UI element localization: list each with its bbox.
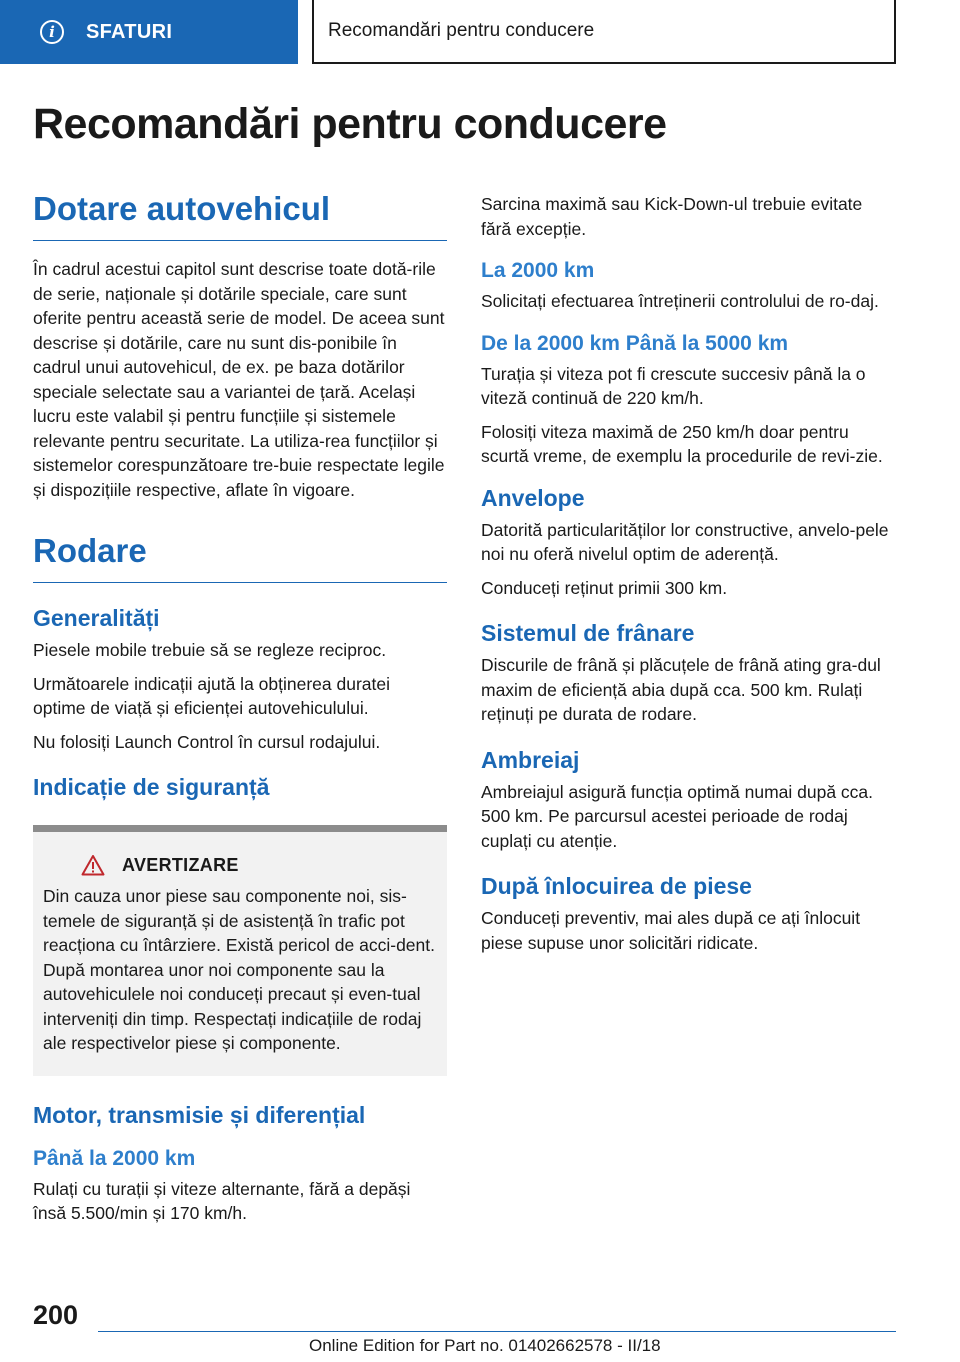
de-la-2000-paragraph-2: Folosiți viteza maximă de 250 km/h doar pentru scurtă vreme, de exemplu la procedurile de revi-zie. xyxy=(481,421,883,466)
heading-pana-2000: Până la 2000 km xyxy=(33,1146,196,1170)
dupa-inlocuire-text: Conduceți preventiv, mai ales după ce ați înlocuit piese supuse unor solicitări ridicate. xyxy=(481,908,861,953)
footer-divider xyxy=(98,1331,896,1332)
generalitati-paragraph-3: Nu folosiți Launch Control în cursul rodajului. xyxy=(33,731,381,752)
dotare-text: În cadrul acestui capitol sunt descrise toate dotă-rile de serie, naționale și dotările speciale, care sunt oferite pentru această serie de model. De aceea sunt descrise și dotările, care nu sunt dis-ponibile în cadrul unui autovehicul, de ex. pe baza dotărilor speciale selectate sau a variantei de țară. Același lucru este valabil și pentru funcțiile și sistemele relevante pentru securitate. La utiliza-rea funcțiilor și sistemelor corespunzătoare tre-buie respectate legile și dispozițiile respective, aflate în vigoare. xyxy=(33,259,445,500)
de-la-2000-paragraph-1: Turația și viteza pot fi crescute succesiv până la o viteză continuă de 220 km/h. xyxy=(481,363,866,408)
page-number: 200 xyxy=(33,1300,79,1330)
warning-box xyxy=(33,825,447,1076)
generalitati-paragraph-1: Piesele mobile trebuie să se regleze reciproc. xyxy=(33,640,387,660)
subsection-title-ambreiaj: Ambreiaj xyxy=(481,746,580,773)
subsection-title-generalitati: Generalități xyxy=(33,605,160,631)
edition-note: Online Edition for Part no. 01402662578 - II/18 xyxy=(309,1336,661,1355)
pana-2000-text: Rulați cu turații și viteze alternante, fără a depăși însă 5.500/min și 170 km/h. xyxy=(33,1178,411,1223)
la-2000-text: Solicitați efectuarea întreținerii controlului de ro-daj. xyxy=(481,291,879,311)
subsection-title-indicatie: Indicație de siguranță xyxy=(33,774,270,800)
ambreiaj-text: Ambreiajul asigură funcția optimă numai după cca. 500 km. Pe parcursul acestei perioade de rodaj cuplați cu atenție. xyxy=(481,781,874,851)
warning-text: Din cauza unor piese sau componente noi, sis-temele de siguranță și de asistență în trafic pot reacționa cu întârziere. Există pericol de acci-dent. După montarea unor noi componente sau la autovehiculele noi conduceți precaut și even-tual interveniți din timp. Respectați indicațiile de rodaj ale respectivelor piese și componente. xyxy=(43,886,435,1053)
header-tab-label: SFATURI xyxy=(86,20,173,43)
anvelope-paragraph-1: Datorită particularităților lor constructive, anvelo-pele noi nu oferă nivelul optim de aderență. xyxy=(481,519,889,564)
subsection-title-dupa-inlocuire: După înlocuirea de piese xyxy=(481,873,752,899)
heading-la-2000: La 2000 km xyxy=(481,259,595,282)
header-chapter-title: Recomandări pentru conducere xyxy=(312,0,896,64)
kickdown-text: Sarcina maximă sau Kick-Down-ul trebuie evitate fără excepție. xyxy=(481,194,863,239)
warning-triangle-icon xyxy=(81,854,105,876)
subsection-title-franare: Sistemul de frânare xyxy=(481,620,695,646)
generalitati-paragraph-2: Următoarele indicații ajută la obținerea duratei optime de viață și eficienței autovehiculului. xyxy=(33,673,391,718)
anvelope-paragraph-2: Conduceți reținut primii 300 km. xyxy=(481,577,728,598)
warning-title: AVERTIZARE xyxy=(122,854,239,875)
franare-text: Discurile de frână și plăcuțele de frână ating gra-dul maxim de eficiență abia după cca. 500 km. Rulați reținuți pe durata de rodare. xyxy=(481,655,881,724)
section-title-dotare: Dotare autovehicul xyxy=(33,190,447,241)
page-title: Recomandări pentru conducere xyxy=(33,100,667,148)
info-icon: i xyxy=(40,20,64,44)
heading-de-la-2000: De la 2000 km Până la 5000 km xyxy=(481,331,789,355)
warning-header xyxy=(81,854,437,876)
section-title-rodare: Rodare xyxy=(33,532,447,583)
right-column xyxy=(481,192,896,964)
header-tab-sfaturi[interactable] xyxy=(0,0,298,64)
left-column xyxy=(33,190,447,1235)
subsection-title-motor: Motor, transmisie și diferențial xyxy=(33,1101,366,1128)
subsection-title-anvelope: Anvelope xyxy=(481,484,585,511)
